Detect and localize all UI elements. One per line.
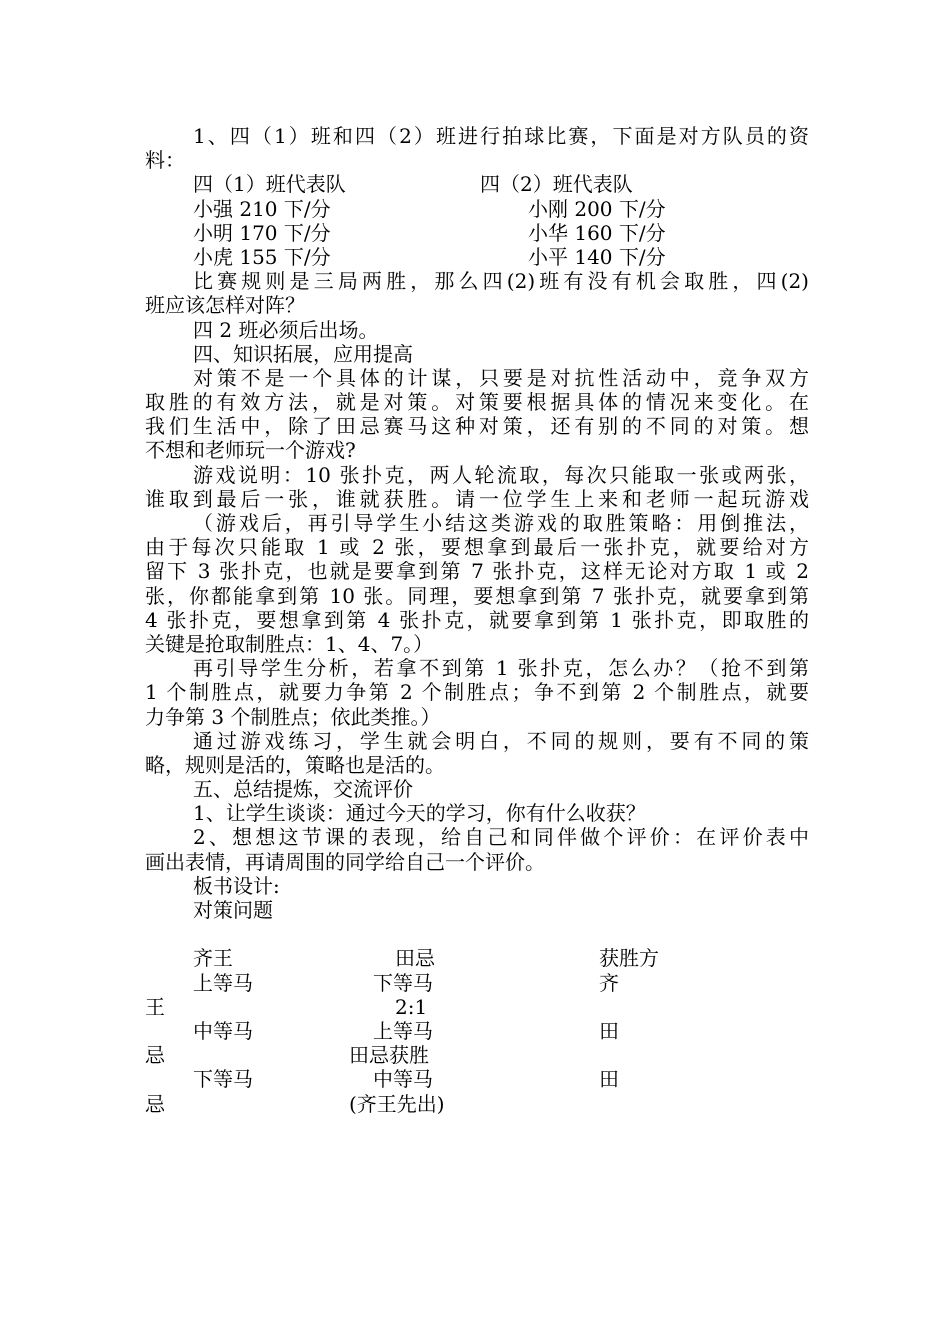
paragraph-rules: [145, 269, 809, 317]
team-2-header: 四（2）班代表队: [480, 172, 633, 197]
board-note: (齐王先出): [349, 1091, 445, 1116]
text-line: 张，你都能拿到第 10 张。同理，要想拿到第 7 张扑克，就要拿到第: [145, 583, 809, 608]
board-winner: 田: [599, 1018, 619, 1043]
text-line: 游戏说明：10 张扑克，两人轮流取，每次只能取一张或两张，: [193, 462, 809, 487]
blank-line: [145, 922, 809, 946]
board-title: 对策问题: [193, 898, 273, 922]
team-1-player: 小虎 155 下/分: [193, 244, 331, 269]
paragraph-evaluate: [145, 825, 809, 873]
board-tian-horse: 中等马: [373, 1067, 433, 1092]
team-1-header: 四（1）班代表队: [193, 172, 346, 197]
board-header-row: [145, 946, 809, 970]
board-tian-horse: 下等马: [373, 970, 433, 995]
board-row-wrap: [145, 1092, 809, 1116]
text-line: 略，规则是活的，策略也是活的。: [145, 752, 445, 777]
section-heading: 四、知识拓展，应用提高: [193, 341, 413, 366]
board-qi-horse: 中等马: [193, 1018, 253, 1043]
text-line: 班应该怎样对阵？: [145, 293, 305, 318]
text-line: 通过游戏练习，学生就会明白，不同的规则，要有不同的策: [193, 728, 809, 753]
board-row-wrap: [145, 1043, 809, 1067]
board-header-tian: 田忌: [395, 946, 435, 971]
board-score: 2:1: [395, 994, 428, 1019]
text-line: 谁取到最后一张，谁就获胜。请一位学生上来和老师一起玩游戏: [145, 486, 809, 511]
text-line: 不想和老师玩一个游戏?: [145, 438, 356, 463]
board-design: [145, 946, 809, 1115]
text-line: 留下 3 张扑克，也就是要拿到第 7 张扑克，这样无论对方取 1 或 2: [145, 559, 809, 584]
text-line: 关键是抢取制胜点：1、4、7。）: [145, 631, 434, 656]
board-winner: 田: [599, 1067, 619, 1092]
paragraph-conclusion: [145, 729, 809, 777]
text-line: 料：: [145, 148, 185, 173]
text-line: （游戏后，再引导学生小结这类游戏的取胜策略：用倒推法，: [193, 511, 809, 535]
team-1-player: 小强 210 下/分: [193, 196, 331, 221]
board-qi-horse: 下等马: [193, 1067, 253, 1092]
board-header-winner: 获胜方: [599, 946, 659, 971]
board-header-qi: 齐王: [193, 946, 233, 971]
paragraph-strategy: [145, 366, 809, 463]
team-header-row: [145, 172, 809, 196]
text-line: 1 个制胜点，就要力争第 2 个制胜点；争不到第 2 个制胜点，就要: [145, 680, 809, 705]
paragraph-game-summary: [145, 511, 809, 656]
paragraph-reflect: 1、让学生谈谈：通过今天的学习，你有什么收获？: [193, 801, 646, 826]
board-result: 田忌获胜: [349, 1043, 429, 1068]
section-heading: 五、总结提炼，交流评价: [193, 777, 413, 802]
text-line: 再引导学生分析，若拿不到第 1 张扑克，怎么办？（抢不到第: [193, 656, 809, 681]
team-row: [145, 245, 809, 269]
paragraph-answer: 四 2 班必须后出场。: [193, 317, 379, 342]
text-line: 取胜的有效方法，就是对策。对策要根据具体的情况来变化。在: [145, 390, 809, 415]
text-line: 2、想想这节课的表现，给自己和同伴做个评价：在评价表中: [193, 825, 809, 850]
board-row: [145, 1019, 809, 1043]
team-2-player: 小平 140 下/分: [528, 244, 666, 269]
board-winner-wrap: 王: [145, 994, 165, 1019]
lesson-text: [145, 124, 809, 1116]
paragraph-match-intro: [145, 124, 809, 172]
board-qi-horse: 上等马: [193, 970, 253, 995]
team-row: [145, 197, 809, 221]
text-line: 力争第 3 个制胜点；依此类推。）: [145, 704, 441, 729]
paragraph-analysis: [145, 656, 809, 729]
board-winner: 齐: [599, 970, 619, 995]
team-roster: [145, 172, 809, 269]
paragraph-game-rules: [145, 463, 809, 511]
team-2-player: 小刚 200 下/分: [528, 196, 666, 221]
board-tian-horse: 上等马: [373, 1018, 433, 1043]
board-winner-wrap: 忌: [145, 1043, 165, 1068]
board-row: [145, 1067, 809, 1091]
text-line: 1、四（1）班和四（2）班进行拍球比赛，下面是对方队员的资: [193, 124, 809, 148]
text-line: 4 张扑克，要想拿到第 4 张扑克，就要拿到第 1 张扑克，即取胜的: [145, 607, 809, 632]
text-line: 由于每次只能取 1 或 2 张，要想拿到最后一张扑克，就要给对方: [145, 535, 809, 560]
team-row: [145, 221, 809, 245]
board-design-label: 板书设计:: [193, 873, 280, 898]
board-row: [145, 971, 809, 995]
text-line: 画出表情，再请周围的同学给自己一个评价。: [145, 849, 545, 874]
team-2-player: 小华 160 下/分: [528, 220, 666, 245]
board-winner-wrap: 忌: [145, 1091, 165, 1116]
text-line: 我们生活中，除了田忌赛马这种对策，还有别的不同的对策。想: [145, 414, 809, 439]
team-1-player: 小明 170 下/分: [193, 220, 331, 245]
text-line: 对策不是一个具体的计谋，只要是对抗性活动中，竞争双方: [193, 365, 809, 390]
text-line: 比赛规则是三局两胜，那么四(2)班有没有机会取胜，四(2): [193, 269, 809, 294]
board-row-wrap: [145, 995, 809, 1019]
